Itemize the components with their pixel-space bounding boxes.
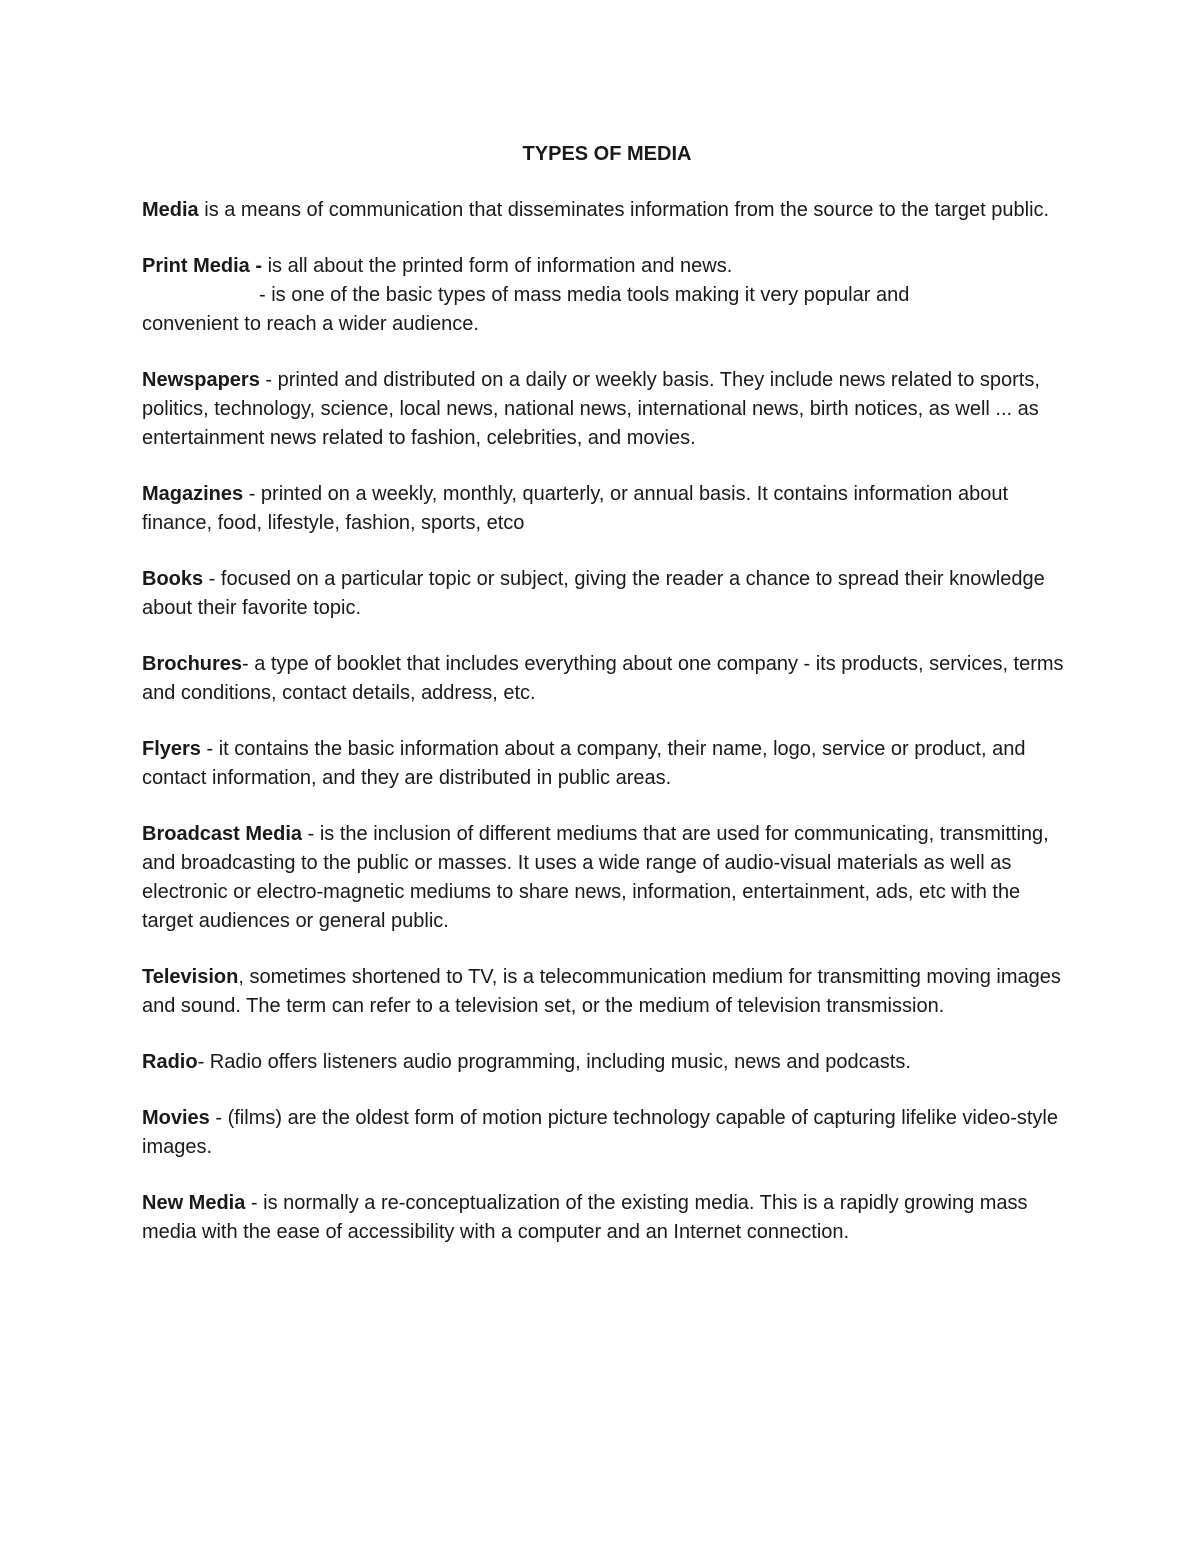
definition-print-media: is all about the printed form of information and news. [262, 255, 733, 277]
paragraph-radio [142, 1048, 1072, 1077]
definition-newspapers: - printed and distributed on a daily or weekly basis. They include news related to sports, politics, technology, science, local news, national news, international news, birth notices, as well ... as entertainment news related to fashion, celebrities, and movies. [142, 369, 1040, 449]
paragraph-new-media [142, 1189, 1072, 1247]
paragraph-print-media [142, 252, 1072, 339]
term-newspapers: Newspapers [142, 369, 260, 391]
paragraph-media [142, 196, 1072, 225]
term-television: Television [142, 966, 239, 988]
document-title: TYPES OF MEDIA [522, 143, 692, 165]
term-brochures: Brochures [142, 653, 243, 675]
paragraph-magazines [142, 480, 1072, 538]
definition-television: , sometimes shortened to TV, is a telecommunication medium for transmitting moving images and sound. The term can refer to a television set, or the medium of television transmission. [142, 966, 1061, 1017]
term-books: Books [142, 568, 204, 590]
paragraph-books [142, 565, 1072, 623]
term-print-media: Print Media - [142, 255, 263, 277]
term-movies: Movies [142, 1107, 210, 1129]
paragraph-newspapers [142, 366, 1072, 453]
paragraph-brochures [142, 650, 1072, 708]
definition-new-media: - is normally a re-conceptualization of the existing media. This is a rapidly growing mass media with the ease of accessibility with a computer and an Internet connection. [142, 1192, 1028, 1243]
paragraph-broadcast-media [142, 820, 1072, 936]
definition-brochures: - a type of booklet that includes everything about one company - its products, services, terms and conditions, contact details, address, etc. [142, 653, 1064, 704]
term-flyers: Flyers [142, 738, 201, 760]
term-radio: Radio [142, 1051, 198, 1073]
paragraph-television [142, 963, 1072, 1021]
document-page [142, 140, 1072, 1274]
term-new-media: New Media [142, 1192, 246, 1214]
definition-books: - focused on a particular topic or subject, giving the reader a chance to spread their knowledge about their favorite topic. [142, 568, 1045, 619]
definition-print-media-continuation-rest: convenient to reach a wider audience. [142, 313, 479, 335]
definition-flyers: - it contains the basic information about a company, their name, logo, service or product, and contact information, and they are distributed in public areas. [142, 738, 1026, 789]
term-magazines: Magazines [142, 483, 244, 505]
definition-broadcast-media: - is the inclusion of different mediums that are used for communicating, transmitting, and broadcasting to the public or masses. It uses a wide range of audio-visual materials as well as electronic or electro-magnetic mediums to share news, information, entertainment, ads, etc with the target audiences or general public. [142, 823, 1049, 932]
definition-print-media-continuation: - is one of the basic types of mass media tools making it very popular and [259, 284, 910, 306]
definition-magazines: - printed on a weekly, monthly, quarterly, or annual basis. It contains information about finance, food, lifestyle, fashion, sports, etco [142, 483, 1008, 534]
definition-radio: - Radio offers listeners audio programming, including music, news and podcasts. [197, 1051, 911, 1073]
definition-movies: - (films) are the oldest form of motion picture technology capable of capturing lifelike video-style images. [142, 1107, 1058, 1158]
definition-media: is a means of communication that disseminates information from the source to the target public. [198, 199, 1050, 221]
paragraph-movies [142, 1104, 1072, 1162]
term-media: Media [142, 199, 199, 221]
paragraph-flyers [142, 735, 1072, 793]
term-broadcast-media: Broadcast Media [142, 823, 303, 845]
